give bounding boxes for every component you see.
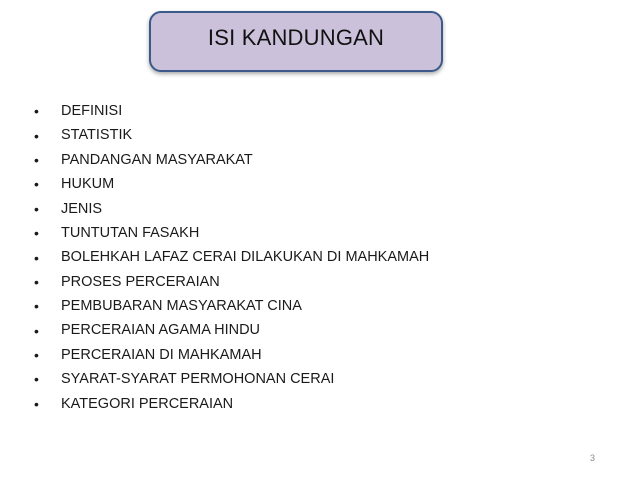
list-item bbox=[34, 367, 429, 391]
bullet-icon: • bbox=[34, 151, 39, 168]
bullet-icon: • bbox=[34, 103, 39, 120]
list-item-label: PERCERAIAN AGAMA HINDU bbox=[61, 322, 261, 339]
list-item-label: KATEGORI PERCERAIAN bbox=[61, 395, 234, 412]
bullet-icon: • bbox=[34, 200, 39, 217]
list-item bbox=[34, 221, 429, 245]
bullet-icon: • bbox=[34, 176, 39, 193]
list-item bbox=[34, 99, 429, 123]
bullet-icon: • bbox=[34, 395, 39, 412]
list-item-label: SYARAT-SYARAT PERMOHONAN CERAI bbox=[61, 371, 335, 388]
page-number: 3 bbox=[590, 453, 596, 463]
title-box bbox=[149, 11, 443, 72]
list-item bbox=[34, 392, 429, 416]
list-item-label: PEMBUBARAN MASYARAKAT CINA bbox=[61, 298, 302, 315]
list-item-label: STATISTIK bbox=[61, 127, 133, 144]
list-item bbox=[34, 319, 429, 343]
contents-list bbox=[34, 99, 429, 416]
bullet-icon: • bbox=[34, 127, 39, 144]
list-item-label: JENIS bbox=[61, 200, 103, 217]
slide-title: ISI KANDUNGAN bbox=[207, 24, 385, 50]
list-item-label: PANDANGAN MASYARAKAT bbox=[61, 151, 253, 168]
list-item-label: HUKUM bbox=[61, 176, 115, 193]
list-item bbox=[34, 172, 429, 196]
bullet-icon: • bbox=[34, 273, 39, 290]
list-item bbox=[34, 294, 429, 318]
list-item bbox=[34, 270, 429, 294]
list-item-label: PERCERAIAN DI MAHKAMAH bbox=[61, 346, 262, 363]
list-item bbox=[34, 197, 429, 221]
list-item-label: DEFINISI bbox=[61, 102, 123, 119]
list-item bbox=[34, 343, 429, 367]
bullet-icon: • bbox=[34, 298, 39, 315]
list-item-label: PROSES PERCERAIAN bbox=[61, 273, 220, 290]
list-item bbox=[34, 245, 429, 269]
bullet-icon: • bbox=[34, 225, 39, 242]
list-item bbox=[34, 148, 429, 172]
bullet-icon: • bbox=[34, 371, 39, 388]
bullet-icon: • bbox=[34, 347, 39, 364]
list-item bbox=[34, 123, 429, 147]
list-item-label: TUNTUTAN FASAKH bbox=[61, 224, 200, 241]
bullet-icon: • bbox=[34, 322, 39, 339]
list-item-label: BOLEHKAH LAFAZ CERAI DILAKUKAN DI MAHKAMAH bbox=[61, 249, 430, 266]
bullet-icon: • bbox=[34, 249, 39, 266]
